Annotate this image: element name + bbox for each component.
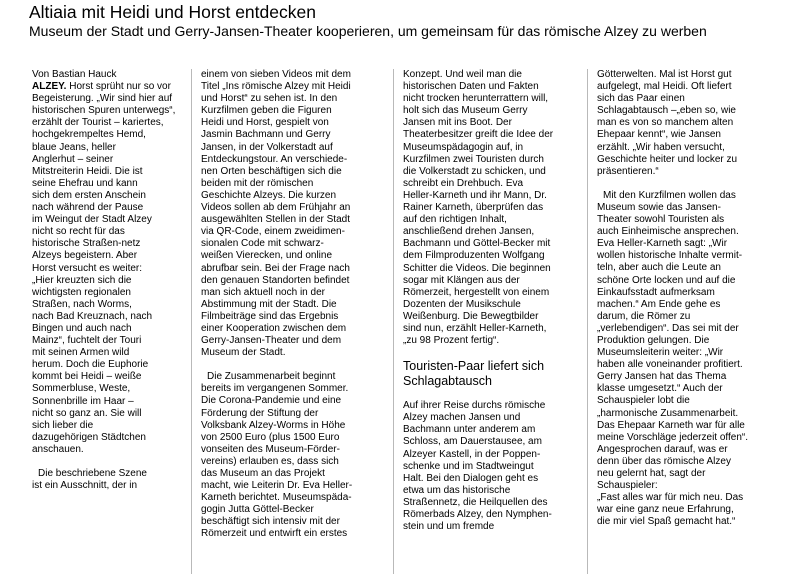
column-2-paragraph-2: Die Zusammenarbeit beginnt bereits im vergangenen Sommer. Die Corona-Pandemie und eine Förderung der Stiftung der Volksbank Alzey-Worms in Höhe von 2500 Euro (plus 1500 Euro vonseiten des Museum-Förder- vereins) erlauben es, dass sich das Museum an das Projekt macht, wie Leiterin Dr. Eva Heller- Karneth berichtet. Museumspäda- gogin Jutta Göttel-Becker beschäftigt sich intensiv mit der Römerzeit und entwirft ein erstes	[201, 371, 353, 540]
column-4-paragraph-2: Mit den Kurzfilmen wollen das Museum sowie das Jansen- Theater sowohl Touristen als auch Einheimische ansprechen. Eva Heller-Karneth sagt: „Wir wollen historische Inhalte vermit- teln, aber auch die Leute an schöne Orte locken und auf die Einkaufsstadt aufmerksam machen.“ Am Ende gehe es darum, die Römer zu „verlebendigen“. Das sei mit der Produktion gelungen. Die Museumsleiterin weiter: „Wir haben alle voneinander profitiert. Gerry Jansen hat das Thema klasse umgesetzt.“ Auch der Schauspieler lobt die „harmonische Zusammenarbeit. Das Ehepaar Karneth war für alle meine Vorschläge jederzeit offen“. Angesprochen darauf, was er denn über das römische Alzey neu gelernt hat, sagt der Schauspieler: „Fast alles war für mich neu. Das war eine ganz neue Erfahrung, die mir viel Spaß gemacht hat.“	[597, 189, 749, 528]
article-column-2	[201, 69, 376, 585]
column-3-paragraph-1: Konzept. Und weil man die historischen Daten und Fakten nicht trocken herunterrattern will, holt sich das Museum Gerry Jansen mit ins Boot. Der Theaterbesitzer greift die Idee der Museumspädagogin auf, in Kurzfilmen zwei Touristen durch die Volkerstadt zu schicken, und schreibt ein Drehbuch. Eva Heller-Karneth und ihr Mann, Dr. Rainer Karneth, überprüfen das auf den richtigen Inhalt, anschließend drehen Jansen, Bachmann und Göttel-Becker mit dem Filmproduzenten Wolfgang Schitter die Videos. Die beginnen sogar mit Klängen aus der Römerzeit, hergestellt von einem Dozenten der Musikschule Weißenburg. Die Bewegtbilder sind nun, erzählt Heller-Karneth, „zu 98 Prozent fertig“.	[403, 69, 554, 347]
column-divider	[393, 69, 394, 574]
column-4-paragraph-1: Götterwelten. Mal ist Horst gut aufgelegt, mal Heidi. Oft liefert sich das Paar einen Schlagabtausch –„eben so, wie man es von so manchem alten Ehepaar kennt“, wie Jansen erzählt. „Wir haben versucht, Geschichte heiter und locker zu präsentieren.“	[597, 69, 738, 177]
column-2-paragraph-1: einem von sieben Videos mit dem Titel „Ins römische Alzey mit Heidi und Horst“ zu sehen ist. In den Kurzfilmen geben die Figuren Heidi und Horst, gespielt von Jasmin Bachmann und Gerry Jansen, in der Volkerstadt auf Entdeckungstour. An verschiede- nen Orten beschäftigen sich die beiden mit der römischen Geschichte Alzeys. Die kurzen Videos sollen ab dem Frühjahr an ausgewählten Stellen in der Stadt via QR-Code, einem zweidimen- sionalen Code mit schwarz- weißen Vierecken, und online abrufbar sein. Bei der Frage nach den genauen Standorten befindet man sich aktuell noch in der Abstimmung mit der Stadt. Die Filmbeiträge sind das Ergebnis einer Kooperation zwischen dem Gerry-Jansen-Theater und dem Museum der Stadt.	[201, 69, 351, 359]
article-column-3	[403, 69, 578, 585]
section-subheading: Touristen-Paar liefert sich Schlagabtausch	[403, 359, 545, 389]
paragraph-text: Horst sprüht nur so vor Begeisterung. „Wir sind hier auf historischen Spuren unterwegs“, erzählt der Tourist – kariertes, hochgekrempeltes Hemd, blaue Jeans, heller Anglerhut – seiner Mitstreiterin Heidi. Die ist seine Ehefrau und kann sich dem ersten Anschein nach während der Pause im Weingut der Stadt Alzey nicht so recht für das historische Straßen-netz Alzeys begeistern. Aber Horst versucht es weiter: „Hier kreuzten sich die wichtigsten regionalen Straßen, nach Worms, nach Bad Kreuznach, nach Bingen und auch nach Mainz“, fuchtelt der Touri mit seinen Armen wild herum. Doch die Euphorie kommt bei Heidi – weiße Sommerbluse, Weste, Sonnenbrille im Haar – nicht so ganz an. Sie will sich lieber die dazugehörigen Städtchen anschauen.	[32, 81, 176, 455]
article-column-4	[597, 69, 772, 585]
article-column-1	[32, 69, 207, 585]
column-3-paragraph-2: Auf ihrer Reise durchs römische Alzey machen Jansen und Bachmann unter anderem am Schloss, am Dauerstausee, am Alzeyer Kastell, in der Poppen- schenke und im Stadtweingut Halt. Bei den Dialogen geht es etwa um das historische Straßennetz, die Heilquellen des Römerbads Alzey, den Nymphen- stein und um fremde	[403, 400, 552, 533]
column-divider	[587, 69, 588, 574]
article-dateline: ALZEY.	[32, 81, 67, 93]
article-subheadline: Museum der Stadt und Gerry-Jansen-Theater kooperieren, um gemeinsam für das römische Alzey zu werben	[29, 23, 707, 39]
column-1-paragraph-2: Die beschriebene Szene ist ein Ausschnitt, der in	[32, 468, 147, 492]
article-byline: Von Bastian Hauck	[32, 69, 117, 80]
article-headline: Altiaia mit Heidi und Horst entdecken	[29, 2, 316, 22]
column-1-paragraph-1	[32, 69, 207, 456]
